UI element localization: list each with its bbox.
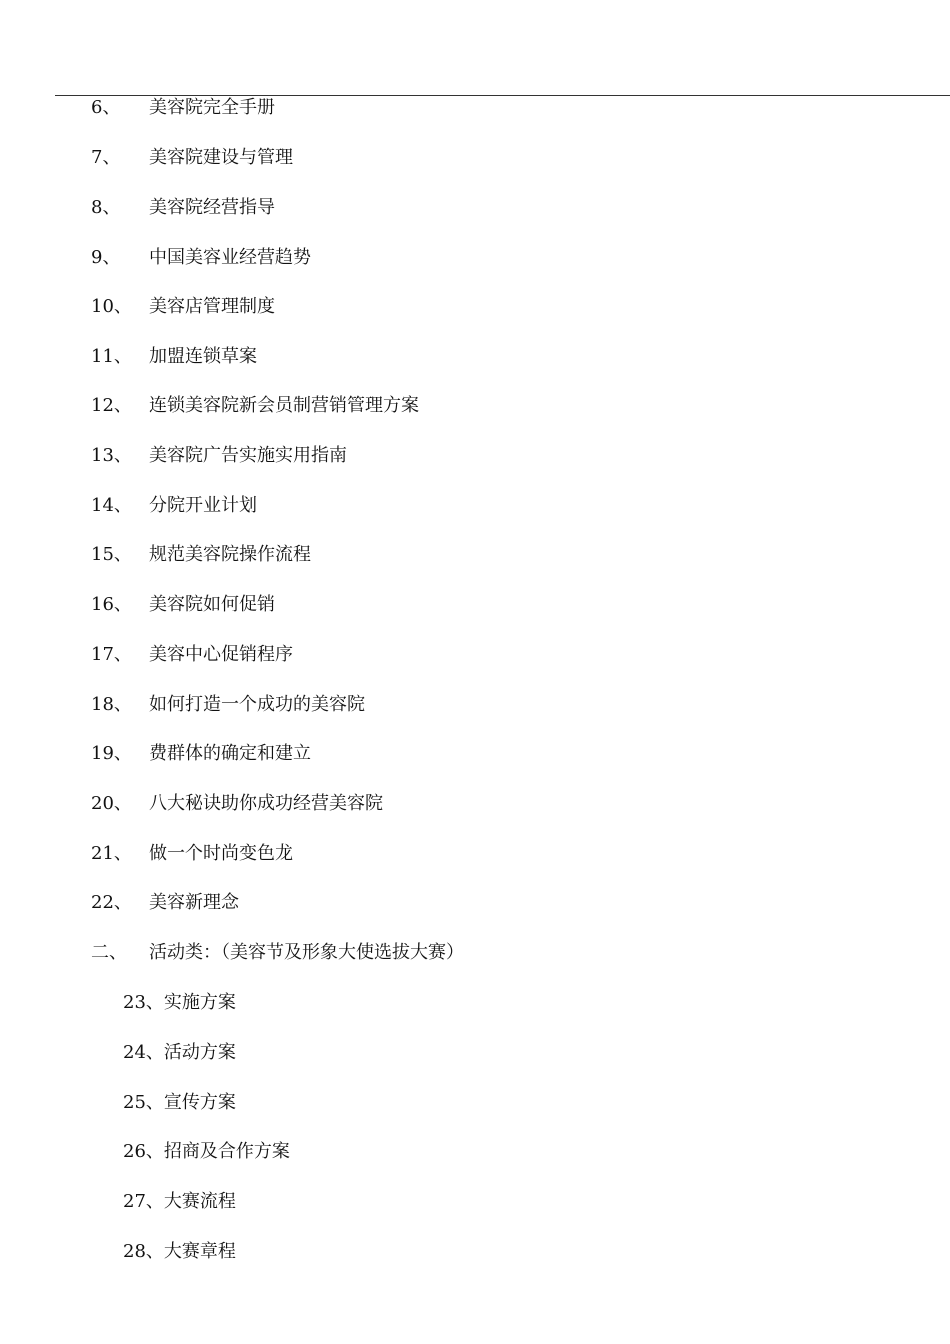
item-number: 20、 bbox=[91, 793, 132, 814]
item-number: 21、 bbox=[91, 843, 132, 864]
item-number: 15、 bbox=[91, 544, 132, 565]
section-number: 二、 bbox=[91, 942, 127, 963]
item-number: 8、 bbox=[91, 197, 121, 218]
item-text: 连锁美容院新会员制营销管理方案 bbox=[149, 395, 419, 416]
item-text: 美容院建设与管理 bbox=[149, 147, 293, 168]
item-text: 八大秘诀助你成功经营美容院 bbox=[149, 793, 383, 814]
item-number: 7、 bbox=[91, 147, 121, 168]
item-text: 美容院完全手册 bbox=[149, 97, 275, 118]
item-text: 费群体的确定和建立 bbox=[149, 743, 311, 764]
item-number: 19、 bbox=[91, 743, 132, 764]
item-text: 中国美容业经营趋势 bbox=[149, 247, 311, 268]
item-number: 16、 bbox=[91, 594, 132, 615]
item-number: 18、 bbox=[91, 694, 132, 715]
item-number: 14、 bbox=[91, 495, 132, 516]
item-text: 美容院经营指导 bbox=[149, 197, 275, 218]
item-number: 12、 bbox=[91, 395, 132, 416]
item-text: 加盟连锁草案 bbox=[149, 346, 257, 367]
sub-item-text: 26、招商及合作方案 bbox=[123, 1141, 290, 1162]
item-number: 10、 bbox=[91, 296, 132, 317]
item-number: 17、 bbox=[91, 644, 132, 665]
item-number: 11、 bbox=[91, 346, 132, 367]
item-text: 美容中心促销程序 bbox=[149, 644, 293, 665]
item-number: 13、 bbox=[91, 445, 132, 466]
item-text: 规范美容院操作流程 bbox=[149, 544, 311, 565]
item-text: 做一个时尚变色龙 bbox=[149, 843, 293, 864]
item-number: 6、 bbox=[91, 97, 121, 118]
sub-item-text: 28、大赛章程 bbox=[123, 1241, 236, 1262]
sub-item-text: 23、实施方案 bbox=[123, 992, 236, 1013]
item-text: 美容院如何促销 bbox=[149, 594, 275, 615]
item-text: 美容店管理制度 bbox=[149, 296, 275, 317]
item-text: 分院开业计划 bbox=[149, 495, 257, 516]
item-text: 美容新理念 bbox=[149, 892, 239, 913]
item-text: 如何打造一个成功的美容院 bbox=[149, 694, 365, 715]
sub-item-text: 27、大赛流程 bbox=[123, 1191, 236, 1212]
section-text: 活动类：（美容节及形象大使选拔大赛） bbox=[149, 942, 464, 963]
sub-item-text: 25、宣传方案 bbox=[123, 1092, 236, 1113]
item-number: 22、 bbox=[91, 892, 132, 913]
item-text: 美容院广告实施实用指南 bbox=[149, 445, 347, 466]
sub-item-text: 24、活动方案 bbox=[123, 1042, 236, 1063]
item-number: 9、 bbox=[91, 247, 121, 268]
